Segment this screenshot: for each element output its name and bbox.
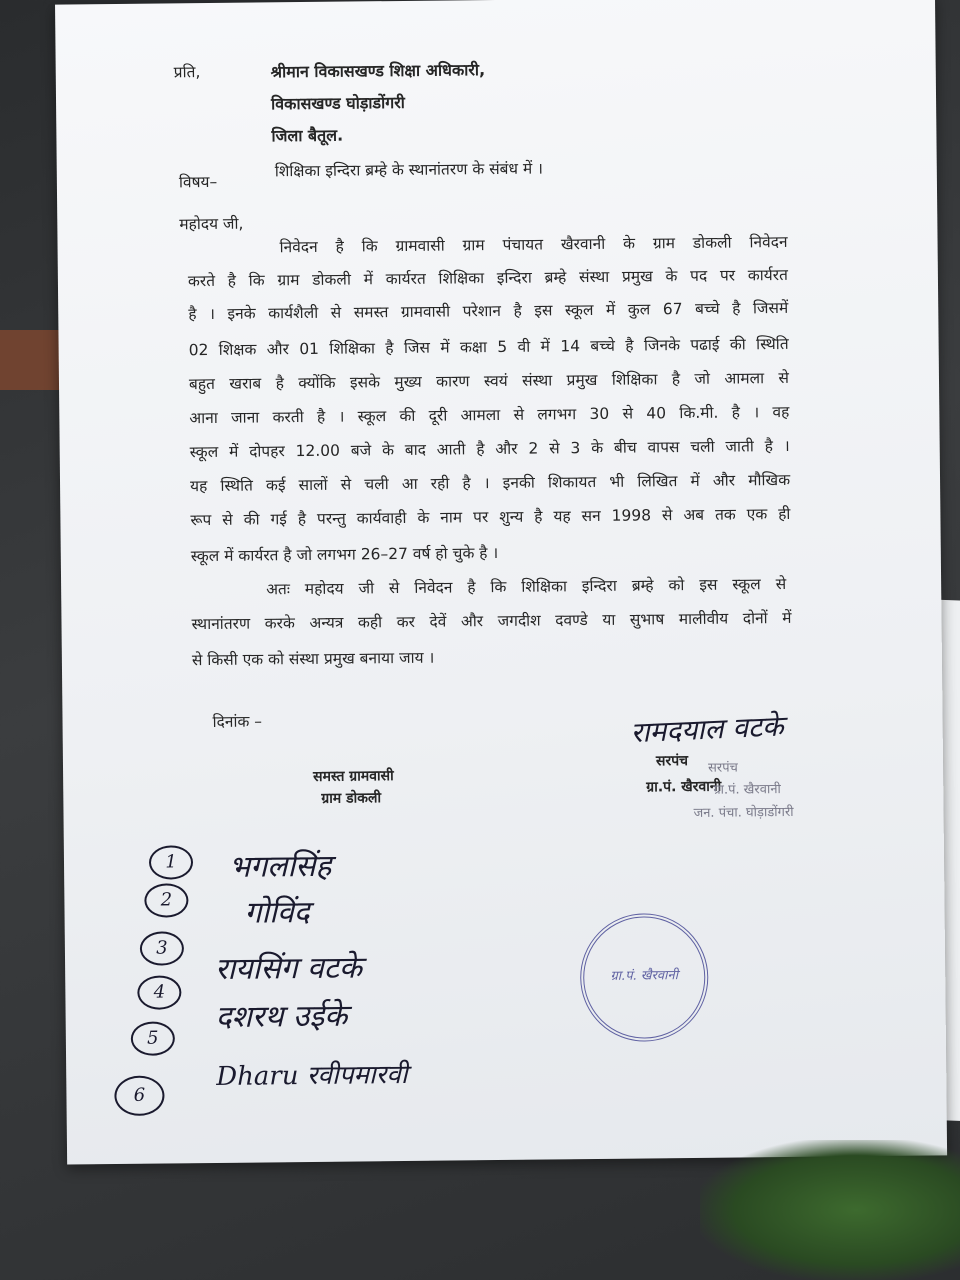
subject-label: विषय– — [178, 172, 218, 192]
signatory-signature: Dharu रवीपमारवी — [216, 1059, 408, 1092]
salutation: महोदय जी, — [179, 214, 244, 234]
para2-line: स्थानांतरण करके अन्यत्र कही कर देवें और जगदीश दवण्डे या सुभाष मालीवीय दोनों में — [191, 608, 792, 634]
letter-page — [55, 0, 947, 1165]
para1-line: 02 शिक्षक और 01 शिक्षिका है जिस में कक्षा 5 वी में 14 बच्चे है जिनके पढाई की स्थिति — [188, 334, 789, 360]
para2-line: से किसी एक को संस्था प्रमुख बनाया जाय । — [191, 648, 435, 670]
date-label: दिनांक – — [212, 712, 263, 731]
signatory-signature: गोविंद — [244, 894, 310, 931]
para1-line: निवेदन है कि ग्रामवासी ग्राम पंचायत खैरवानी के ग्राम डोकली निवेदन — [279, 232, 788, 257]
addressee-line-3: जिला बैतूल. — [271, 125, 344, 146]
signatory-number: 2 — [144, 883, 188, 917]
para1-line: बहुत खराब है क्योंकि इसके मुख्य कारण स्वयं संस्था प्रमुख शिक्षिका है जो आमला से — [188, 368, 790, 394]
para1-line: है । इनके कार्यशैली से समस्त ग्रामवासी परेशान है इस स्कूल में कुल 67 बच्चे है जिसमें — [188, 298, 789, 324]
signatory-signature: रायसिंग वटके — [214, 950, 363, 987]
para1-line: करते है कि ग्राम डोकली में कार्यरत शिक्षिका इन्दिरा ब्रम्हे संस्था प्रमुख के पद पर कार्यरत — [187, 265, 788, 291]
para1-line: रूप से की गई है परन्तु कार्यवाही के नाम पर शुन्य है यह सन 1998 से अब तक एक ही — [190, 504, 791, 530]
signatory-number: 3 — [140, 931, 184, 965]
addressee-line-1: श्रीमान विकासखण्ड शिक्षा अधिकारी, — [270, 60, 486, 82]
subject: शिक्षिका इन्दिरा ब्रम्हे के स्थानांतरण के संबंध में । — [274, 159, 544, 181]
office-stamp-line-3: जन. पंचा. घोड़ाडोंगरी — [693, 804, 794, 821]
addressee-line-2: विकासखण्ड घोड़ाडोंगरी — [270, 92, 405, 114]
para1-line: स्कूल में कार्यरत है जो लगभग 26–27 वर्ष हो चुके है । — [190, 543, 499, 566]
office-stamp-line-1: सरपंच — [707, 760, 738, 776]
sarpanch-signature: रामदयाल वटके — [629, 709, 785, 750]
villagers-line-1: समस्त ग्रामवासी — [313, 768, 394, 785]
signatory-number: 1 — [149, 845, 193, 879]
background-plant — [700, 1140, 960, 1280]
signatory-number: 4 — [137, 975, 181, 1009]
sarpanch-org: ग्रा.पं. खैरवानी — [646, 778, 722, 796]
para1-line: यह स्थिति कई सालों से चली आ रही है । इनकी शिकायत भी लिखित में और मौखिक — [189, 470, 791, 496]
villagers-line-2: ग्राम डोकली — [321, 790, 382, 807]
para1-line: आना जाना करती है । स्कूल की दूरी आमला से लगभग 30 से 40 कि.मी. है । वह — [189, 402, 790, 428]
para2-line: अतः महोदय जी से निवेदन है कि शिक्षिका इन्दिरा ब्रम्हे को इस स्कूल से — [266, 574, 787, 599]
para1-line: स्कूल में दोपहर 12.00 बजे के बाद आती है और 2 से 3 के बीच वापस चली जाती है । — [189, 436, 790, 462]
sarpanch-title: सरपंच — [655, 753, 689, 770]
to-label: प्रति, — [173, 63, 201, 82]
office-stamp-line-2: ग्रा.पं. खैरवानी — [713, 782, 781, 798]
signatory-number: 5 — [131, 1021, 175, 1055]
signatory-number: 6 — [114, 1076, 164, 1117]
round-seal — [580, 913, 709, 1042]
signatory-signature: भगलसिंह — [228, 848, 332, 885]
signatory-signature: दशरथ उईके — [215, 998, 348, 1035]
round-seal-text: ग्रा.पं. खैरवानी — [610, 968, 679, 984]
